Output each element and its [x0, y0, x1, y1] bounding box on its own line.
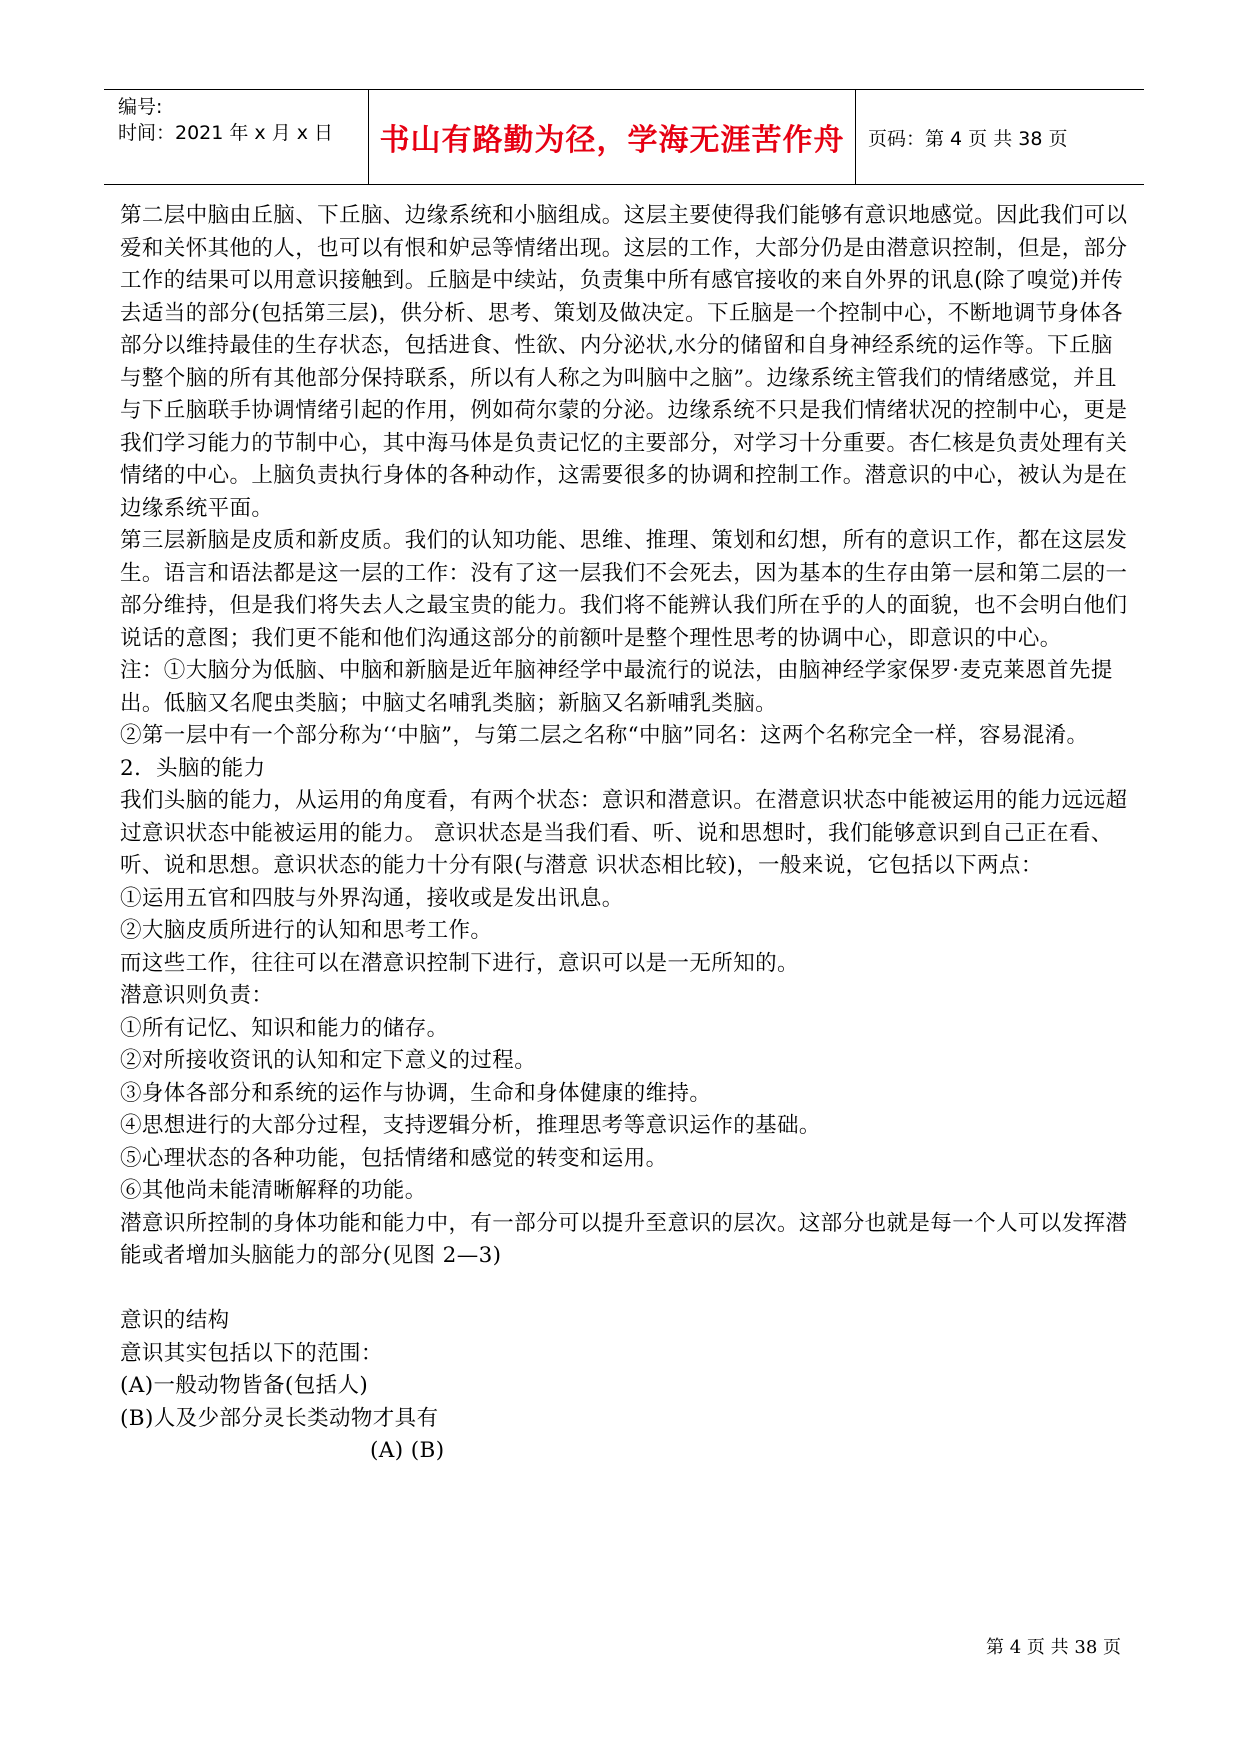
paragraph: 潜意识则负责： [120, 983, 274, 1008]
paragraph: 注：①大脑分为低脑、中脑和新脑是近年脑神经学中最流行的说法，由脑神经学家保罗·麦克莱恩首先提出。低脑又名爬虫类脑；中脑丈名哺乳类脑；新脑又名新哺乳类脑。 [120, 658, 1113, 716]
header-left-cell [104, 90, 368, 184]
list-item: (A)一般动物皆备(包括人) [120, 1373, 369, 1398]
page-header [104, 89, 1144, 185]
list-item: ⑤心理状态的各种功能，包括情绪和感觉的转变和运用。 [120, 1145, 668, 1171]
header-motto: 书山有路勤为径，学海无涯苦作舟 [379, 123, 845, 158]
paragraph: 第二层中脑由丘脑、下丘脑、边缘系统和小脑组成。这层主要使得我们能够有意识地感觉。因此我们可以爱和关怀其他的人，也可以有恨和妒忌等情绪出现。这层的工作，大部分仍是由潜意识控制，但是，部分工作的结果可以用意识接触到。丘脑是中续站，负责集中所有感官接收的来自外界的讯息(除了嗅觉)并传去适当的部分(包括第三层)，供分析、思考、策划及做决定。下丘脑是一个控制中心，不断地调节身体各部分以维持最佳的生存状态，包括进食、性欲、内分泌状,水分的储留和自身神经系统的运作等。下丘脑与整个脑的所有其他部分保持联系，所以有人称之为叫脑中之脑”。边缘系统主管我们的情绪感觉，并且与下丘脑联手协调情绪引起的作用，例如荷尔蒙的分泌。边缘系统不只是我们情绪状况的控制中心，更是我们学习能力的节制中心，其中海马体是负责记忆的主要部分，对学习十分重要。杏仁核是负责处理有关情绪的中心。上脑负责执行身体的各种动作，这需要很多的协调和控制工作。潜意识的中心，被认为是在边缘系统平面。 [120, 203, 1128, 521]
document-body [120, 200, 1130, 1468]
list-item: ①所有记忆、知识和能力的储存。 [120, 1015, 449, 1041]
list-item: ⑥其他尚未能清晰解释的功能。 [120, 1178, 427, 1203]
paragraph: 意识其实包括以下的范围： [120, 1340, 383, 1366]
list-item: ④思想进行的大部分过程，支持逻辑分析，推理思考等意识运作的基础。 [120, 1113, 821, 1138]
page-footer: 第 4 页 共 38 页 [986, 1637, 1121, 1658]
paragraph: 潜意识所控制的身体功能和能力中，有一部分可以提升至意识的层次。这部分也就是每一个人可以发挥潜能或者增加头脑能力的部分(见图 2—3) [120, 1210, 1128, 1268]
paragraph: ②第一层中有一个部分称为‘‘中脑”，与第二层之名称“中脑”同名：这两个名称完全一样，容易混淆。 [120, 723, 1089, 748]
document-time-label: 时间：2021 年 x 月 x 日 [118, 122, 334, 144]
blank-line [120, 1273, 1130, 1306]
paragraph: 而这些工作，往往可以在潜意识控制下进行，意识可以是一无所知的。 [120, 950, 799, 976]
list-item: (B)人及少部分灵长类动物才具有 [120, 1405, 439, 1431]
paragraph: 我们头脑的能力，从运用的角度看，有两个状态：意识和潜意识。在潜意识状态中能被运用的能力远远超过意识状态中能被运用的能力。 意识状态是当我们看、听、说和思想时，我们能够意识到自己正在看、听、说和思想。意识状态的能力十分有限(与潜意 识状态相比较)，一般来说，它包括以下两点： [120, 788, 1128, 878]
diagram-labels: (A) (B) [370, 1438, 445, 1463]
header-right-cell [856, 90, 1144, 184]
page-number-label: 页码：第 4 页 共 38 页 [868, 127, 1068, 150]
list-item: ②对所接收资讯的认知和定下意义的过程。 [120, 1048, 537, 1073]
list-item: ③身体各部分和系统的运作与协调，生命和身体健康的维持。 [120, 1080, 712, 1106]
header-motto-cell [368, 90, 856, 184]
section-heading: 意识的结构 [120, 1308, 230, 1333]
document-number-label: 编号: [118, 96, 163, 118]
section-heading: 2．头脑的能力 [120, 755, 266, 781]
list-item: ①运用五官和四肢与外界沟通，接收或是发出讯息。 [120, 885, 624, 911]
paragraph: 第三层新脑是皮质和新皮质。我们的认知功能、思维、推理、策划和幻想，所有的意识工作，都在这层发生。语言和语法都是这一层的工作：没有了这一层我们不会死去，因为基本的生存由第一层和第二层的一部分维持，但是我们将失去人之最宝贵的能力。我们将不能辨认我们所在乎的人的面貌，也不会明白他们说话的意图；我们更不能和他们沟通这部分的前额叶是整个理性思考的协调中心，即意识的中心。 [120, 528, 1128, 651]
list-item: ②大脑皮质所进行的认知和思考工作。 [120, 918, 493, 943]
